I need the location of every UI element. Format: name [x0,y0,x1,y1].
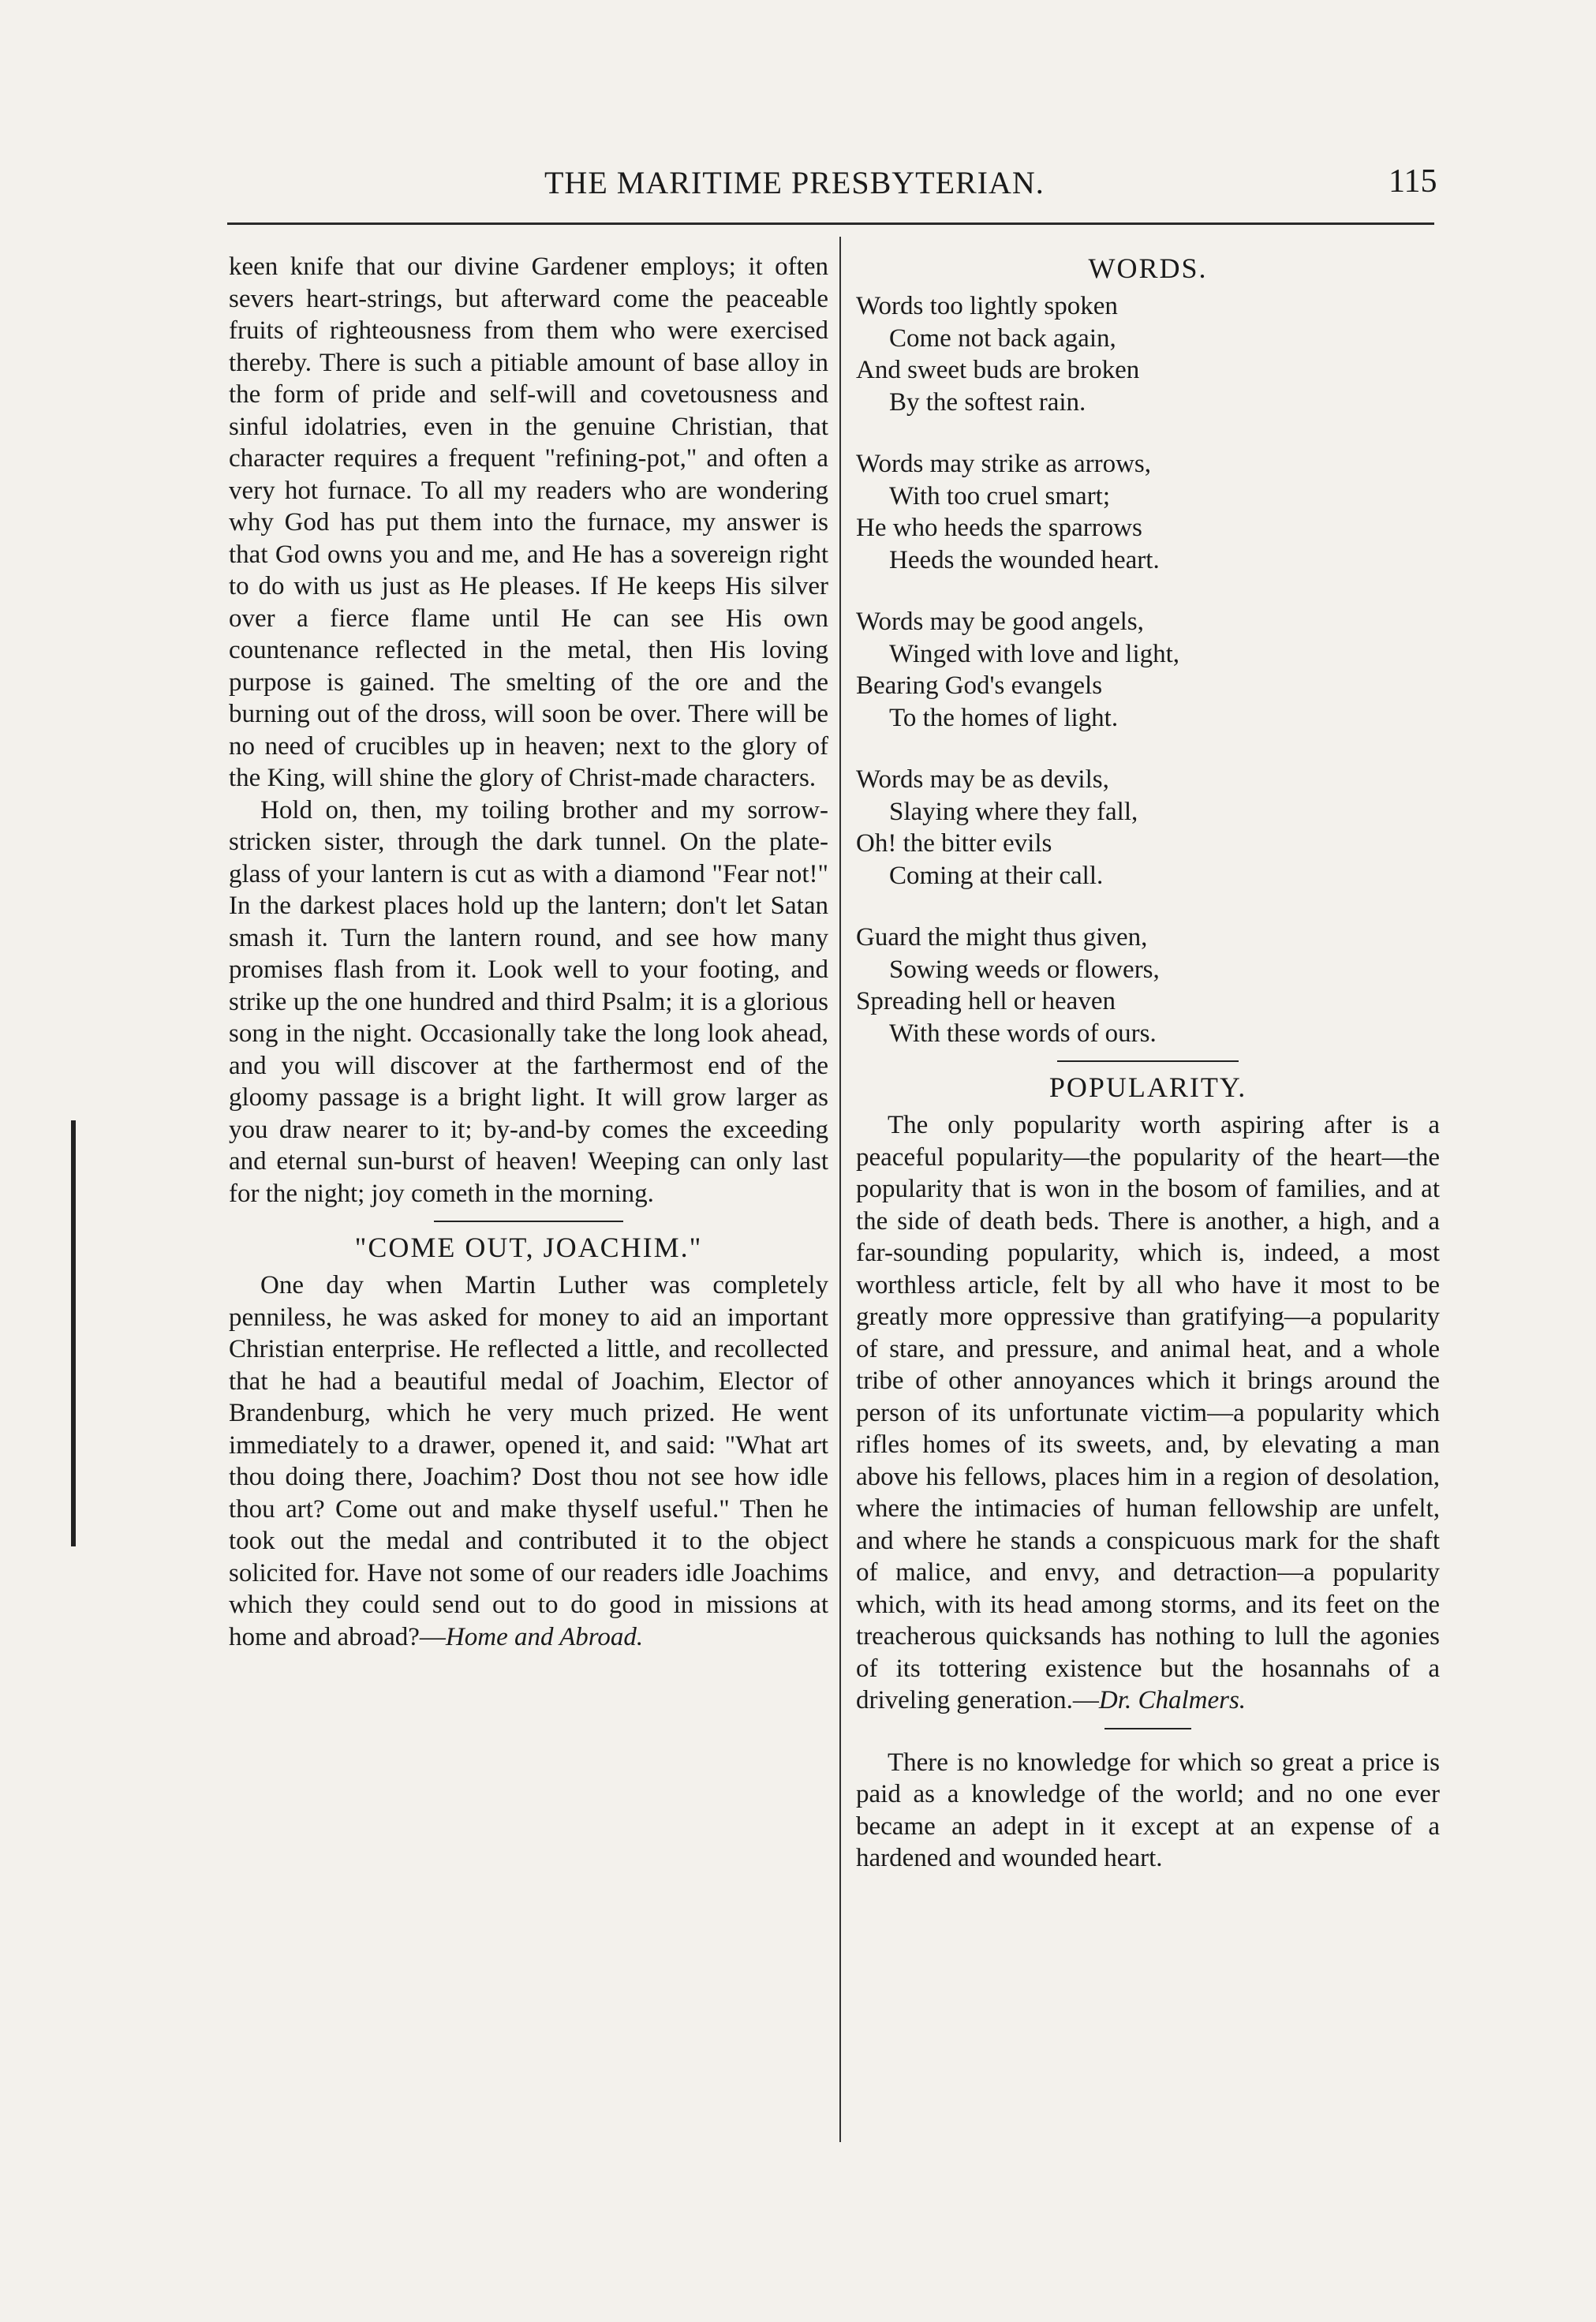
left-column [229,251,828,1653]
poem-line: Coming at their call. [889,861,1104,890]
poem-stanza [856,290,1440,418]
poem-line: Words may be as devils, [856,765,1109,794]
poem-line: Words too lightly spoken [856,292,1118,320]
poem-line: Bearing God's evangels [856,671,1103,700]
header-rule [227,222,1434,225]
poem-stanza [856,922,1440,1049]
poem-stanza [856,606,1440,734]
section-rule [434,1221,623,1222]
joachim-source: Home and Abroad. [445,1622,644,1651]
poem-line: Winged with love and light, [889,639,1180,668]
poem-line: With these words of ours. [889,1019,1157,1048]
knowledge-paragraph: There is no knowledge for which so great a price is paid as a knowledge of the world; and no one ever became an adept in it except at an expense of a hardened and wounded heart. [856,1748,1440,1872]
poem-line: And sweet buds are broken [856,356,1140,384]
popularity-paragraph [856,1109,1440,1717]
running-title: THE MARITIME PRESBYTERIAN. [544,165,1045,200]
right-column [856,251,1440,1875]
poem-line: Heeds the wounded heart. [889,545,1160,574]
tunnel-paragraph: Hold on, then, my toiling brother and my sorrow-stricken sister, through the dark tunnel. On the plate-glass of your lantern is cut as with a diamond "Fear not!" In the darkest places hold up the lantern; don't let Satan smash it. Turn the lantern round, and see how many promises flash from it. Look well to your footing, and strike up the one hundred and third Psalm; it is a glorious song in the night. Occasionally take the long look ahead, and you will discover at the farthermost end of the gloomy passage is a bright light. It will grow larger as you draw nearer to it; by-and-by comes the exceeding and eternal sun-burst of heaven! Weeping can only last for the night; joy cometh in the morning. [229,795,828,1208]
poem-line: Oh! the bitter evils [856,829,1052,858]
poem-line: He who heeds the sparrows [856,514,1142,542]
poem-line: Words may be good angels, [856,608,1144,636]
popularity-text: The only popularity worth aspiring after is a peaceful popularity—the popularity of the heart—the popularity that is won in the bosom of families, and at the side of death beds. There is another, a high, and a far-sounding popularity, which is, indeed, a most worthless article, felt by all who have it most to be greatly more oppressive than gratifying—a popularity of stare, and pressure, and animal heat, and a whole tribe of other annoyances which it brings around the person of its unfortunate victim—a popularity which rifles homes of its sweets, and, by elevating a man above his fellows, places him in a region of desolation, where the intimacies of human fellowship are unfelt, and where he stands a conspicuous mark for the shaft of malice, and envy, and detraction—a popularity which, with its head among storms, and its feet on the treacherous quicksands has nothing to lull the agonies of its tottering existence but the hosannahs of a driveling generation.— [856,1111,1440,1714]
poem-line: Guard the might thus given, [856,923,1148,952]
joachim-title: "COME OUT, JOACHIM." [354,1232,703,1263]
margin-mark [71,1120,76,1546]
poem-line: Spreading hell or heaven [856,987,1116,1015]
poem-line: Slaying where they fall, [889,797,1138,826]
column-divider [839,237,841,2142]
poem-line: To the homes of light. [889,703,1119,732]
poem-line: By the softest rain. [889,387,1086,417]
poem-stanza [856,448,1440,576]
section-rule [1057,1060,1239,1062]
joachim-paragraph [229,1269,828,1653]
popularity-source: Dr. Chalmers. [1098,1686,1247,1714]
poem-line: Come not back again, [889,323,1116,353]
poem-line: Words may strike as arrows, [856,450,1152,478]
furnace-paragraph: keen knife that our divine Gardener employs; it often severs heart-strings, but afterward come the peaceable fruits of righteousness from them who were exercised thereby. There is such a pitiable amount of base alloy in the form of pride and self-will and covetousness and sinful idolatries, even in the genuine Christian, that character requires a frequent "refining-pot," and often a very hot furnace. To all my readers who are wondering why God has put them into the furnace, my answer is that God owns you and me, and He has a sovereign right to do with us just as He pleases. If He keeps His silver over a fierce flame until He can see His own countenance reflected in the metal, then His loving purpose is gained. The smelting of the ore and the burning out of the dross, will soon be over. There will be no need of crucibles up in heaven; next to the glory of the King, will shine the glory of Christ-made characters. [229,252,828,792]
popularity-title: POPULARITY. [1048,1071,1247,1103]
words-title: WORDS. [1088,252,1208,284]
section-rule [1104,1728,1191,1729]
poem-stanza [856,764,1440,892]
page-number: 115 [1389,163,1437,200]
joachim-text: One day when Martin Luther was completely penniless, he was asked for money to aid an important Christian enterprise. He reflected a little, and recollected that he had a beautiful medal of Joachim, Elector of Brandenburg, which he very much prized. He went immediately to a drawer, opened it, and said: "What art thou doing there, Joachim? Dost thou not see how idle thou art? Come out and make thyself useful." Then he took out the medal and contributed it to the object solicited for. Have not some of our readers idle Joachims which they could send out to do good in missions at home and abroad?— [229,1271,828,1651]
poem-line: Sowing weeds or flowers, [889,955,1160,984]
poem-line: With too cruel smart; [889,481,1111,510]
